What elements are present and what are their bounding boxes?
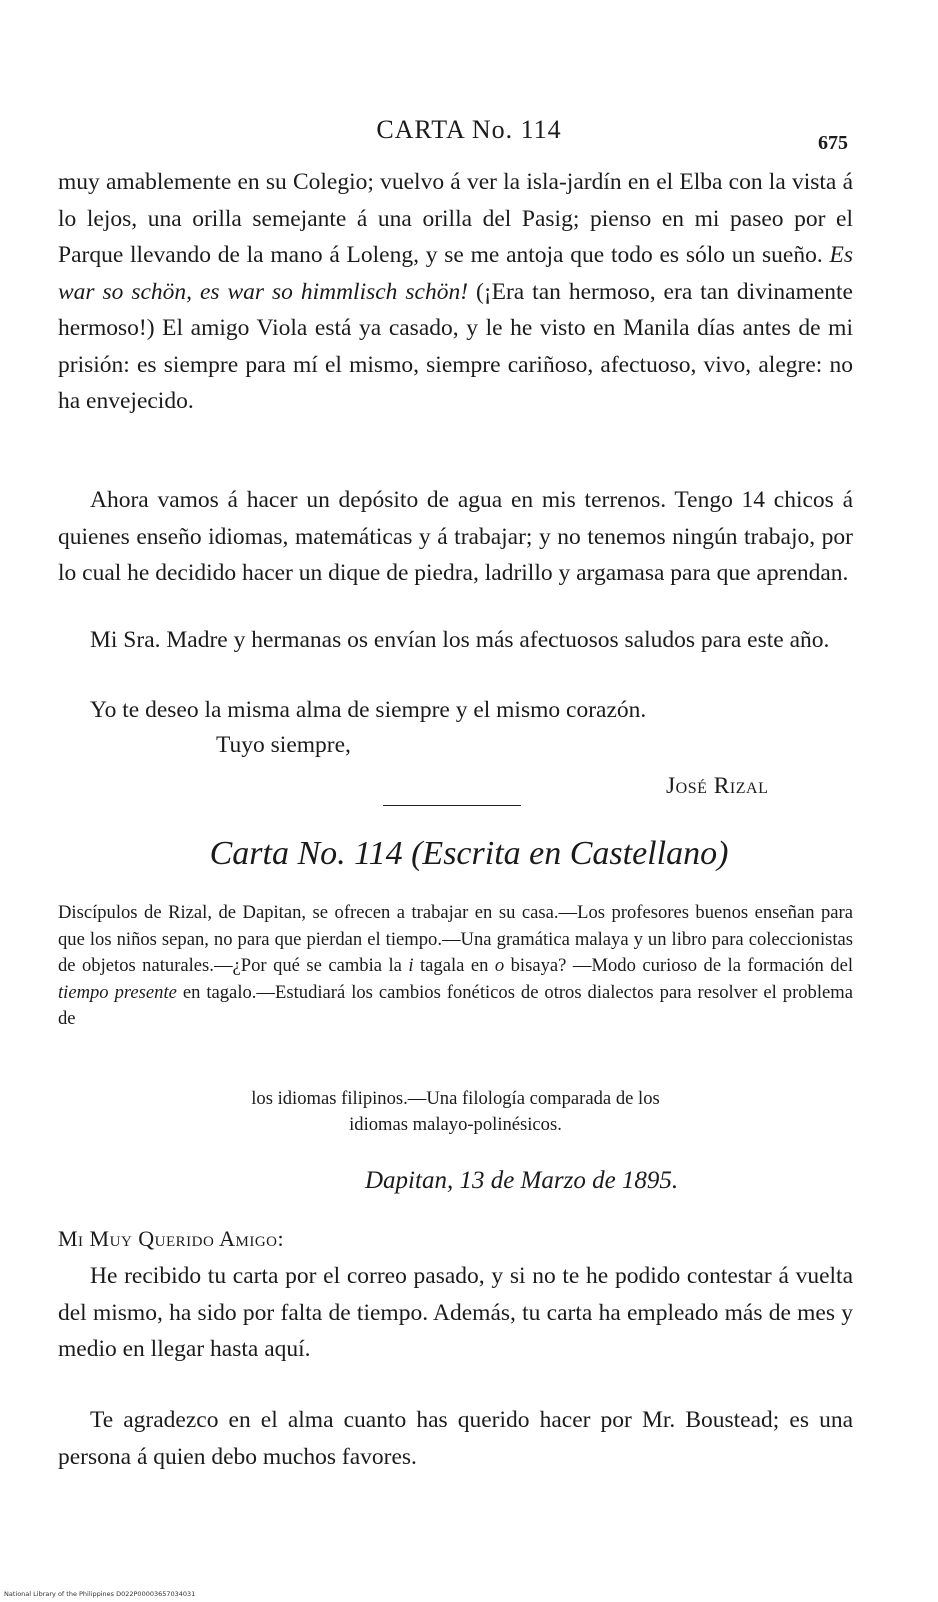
- paragraph-water-deposit: Ahora vamos á hacer un depósito de agua en mis terrenos. Tengo 14 chicos á quienes enseño idiomas, matemáticas y á trabajar; y no tenemos ningún trabajo, por lo cual he decidido hacer un dique de piedra, ladrillo y argamasa para que aprendan.: [58, 487, 853, 586]
- signature: José Rizal: [666, 773, 769, 799]
- summary-letter-o: o: [494, 955, 505, 976]
- closing-line: Tuyo siempre,: [216, 732, 351, 758]
- page-number: 675: [818, 132, 848, 154]
- summary-letter-i: i: [408, 955, 414, 976]
- paragraph-continuation: [58, 164, 853, 420]
- letter-heading-title: Carta No. 114: [209, 835, 403, 872]
- summary-text-d: en tagalo.—Estudiará los cambios fonéticos de otros dialectos para resolver el problema de: [58, 981, 853, 1029]
- paragraph-thanks: Te agradezco en el alma cuanto has querido hacer por Mr. Boustead; es una persona á quien debo muchos favores.: [58, 1407, 853, 1470]
- letter-salutation: Mi Muy Querido Amigo:: [58, 1226, 285, 1251]
- paragraph-text: muy amablemente en su Colegio; vuelvo á ver la isla-jardín en el Elba con la vista á lo lejos, una orilla semejante á una orilla del Pasig; pienso en mi paseo por el Parque llevando de la mano á Loleng, y se me antoja que todo es sólo un sueño.: [58, 169, 853, 268]
- letter-heading-language: (Escrita en Castellano): [411, 835, 729, 872]
- running-header-title: CARTA No. 114: [376, 115, 562, 144]
- scan-source-note: National Library of the Philippines D022P00003657034031: [4, 1590, 196, 1598]
- summary-center-line-2: idiomas malayo-polinésicos.: [349, 1114, 562, 1135]
- letter-dateline: Dapitan, 13 de Marzo de 1895.: [365, 1167, 679, 1194]
- summary-text-b: tagala en: [413, 955, 495, 976]
- letter-summary: [58, 900, 853, 1033]
- paragraph-text-rest: (¡Era tan hermoso, era tan divinamente hermoso!) El amigo Viola está ya casado, y le he visto en Manila días antes de mi prisión: es siempre para mí el mismo, siempre cariñoso, afectuoso, vivo, alegre: no ha envejecido.: [58, 278, 853, 414]
- paragraph-greetings: Mi Sra. Madre y hermanas os envían los más afectuosos saludos para este año.: [90, 627, 830, 653]
- section-divider: [383, 805, 521, 806]
- paragraph-received-letter: He recibido tu carta por el correo pasado, y si no te he podido contestar á vuelta del mismo, ha sido por falta de tiempo. Además, tu carta ha empleado más de mes y medio en llegar hasta aquí.: [58, 1263, 853, 1362]
- summary-tiempo-presente: tiempo presente: [58, 981, 177, 1003]
- paragraph-wish: Yo te deseo la misma alma de siempre y el mismo corazón.: [90, 697, 647, 723]
- summary-center-line-1: los idiomas filipinos.—Una filología comparada de los: [251, 1088, 660, 1109]
- german-quote: Es war so schön, es war so himmlisch schön!: [58, 242, 853, 305]
- summary-text-c: bisaya? —Modo curioso de la formación del: [504, 955, 853, 976]
- summary-text-a: Discípulos de Rizal, de Dapitan, se ofrecen a trabajar en su casa.—Los profesores buenos enseñan para que los niños sepan, no para que pierdan el tiempo.—Una gramática malaya y un libro para coleccionistas de objetos naturales.—¿Por qué se cambia la: [58, 902, 853, 976]
- letter-heading: [0, 835, 938, 873]
